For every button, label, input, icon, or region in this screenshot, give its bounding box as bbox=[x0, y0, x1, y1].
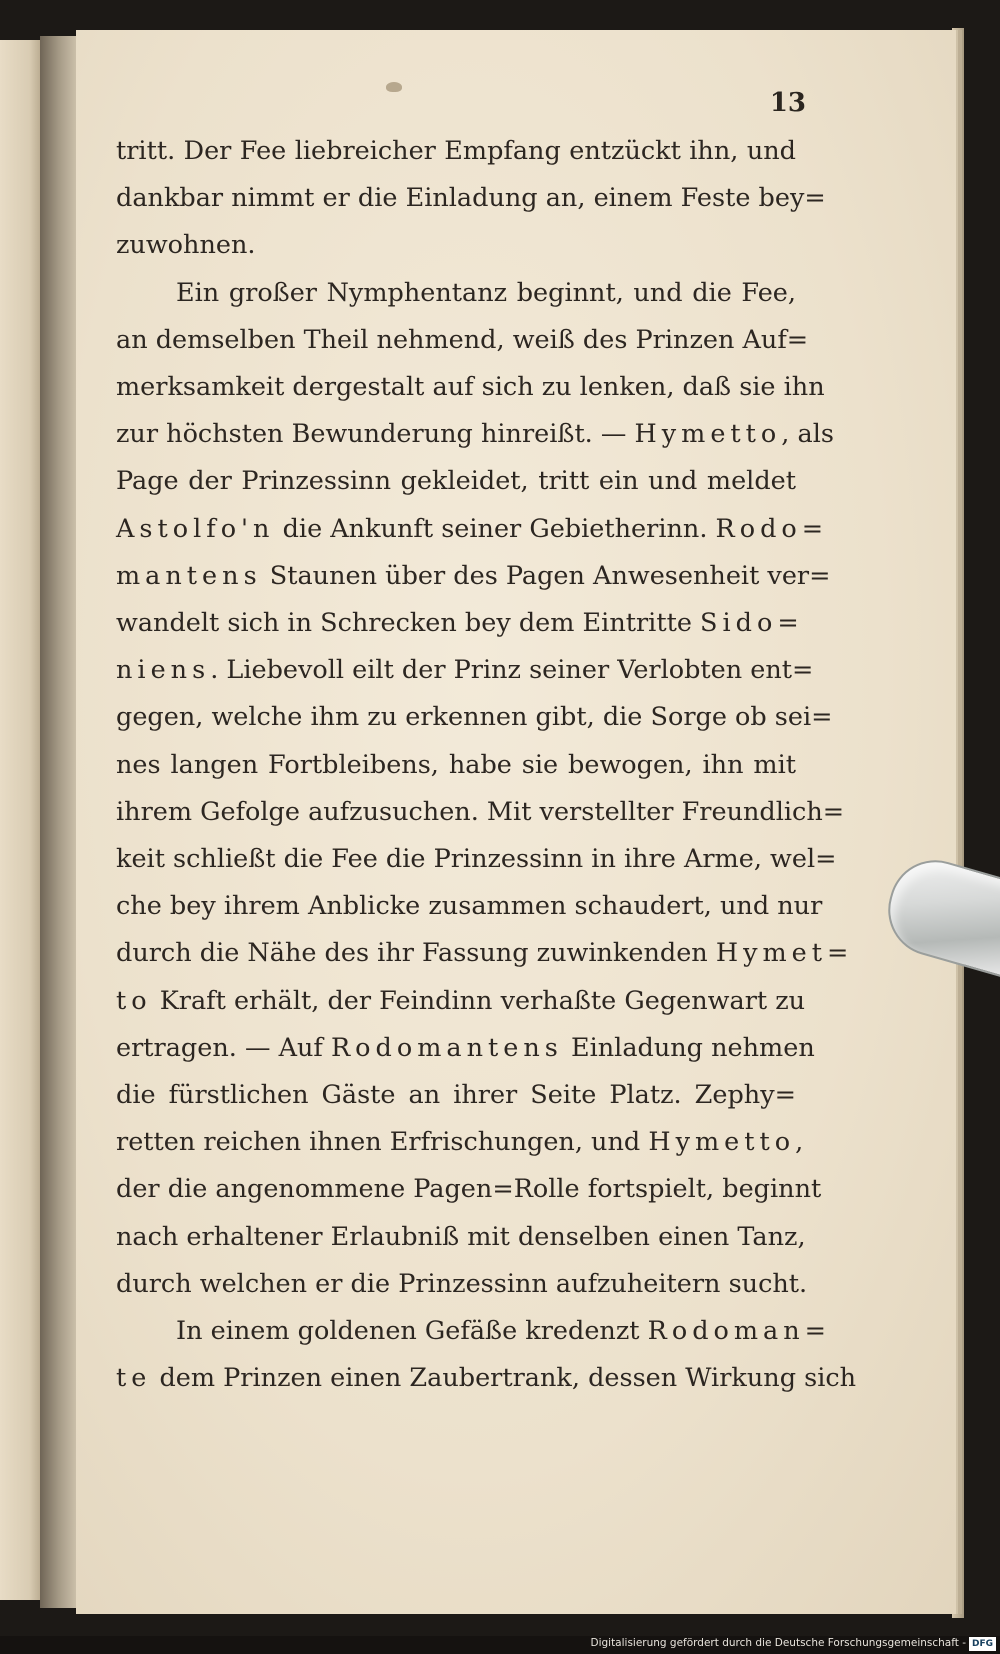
previous-page-edge bbox=[0, 40, 44, 1600]
text-line bbox=[116, 600, 804, 647]
text-line bbox=[116, 1119, 804, 1166]
text-line bbox=[116, 694, 833, 741]
spaced-name: Rodo= bbox=[715, 513, 829, 544]
text-segment: merksamkeit dergestalt auf sich zu lenken, daß sie ihn bbox=[116, 372, 825, 403]
text-line bbox=[116, 506, 829, 553]
ink-smudge bbox=[386, 82, 402, 92]
text-line bbox=[116, 175, 826, 222]
text-segment: Kraft erhält, der Feindinn verhaßte Gegenwart zu bbox=[151, 985, 806, 1016]
text-line bbox=[116, 1355, 857, 1402]
text-segment: keit schließt die Fee die Prinzessinn in ihre Arme, wel= bbox=[116, 844, 837, 875]
text-segment: Einladung nehmen bbox=[562, 1032, 815, 1063]
text-line bbox=[116, 222, 796, 269]
text-segment: zur höchsten Bewunderung hinreißt. — bbox=[116, 419, 635, 450]
text-segment: retten reichen ihnen Erfrischungen, und bbox=[116, 1127, 649, 1158]
text-segment: Ein großer Nymphentanz beginnt, und die Fee, bbox=[176, 277, 796, 308]
text-segment: die Ankunft seiner Gebietherinn. bbox=[274, 513, 716, 544]
text-line bbox=[116, 128, 796, 175]
text-line bbox=[116, 553, 831, 600]
text-line bbox=[116, 742, 796, 789]
text-line bbox=[116, 647, 814, 694]
funding-credit: Digitalisierung gefördert durch die Deutsche Forschungsgemeinschaft - bbox=[590, 1637, 966, 1649]
text-line bbox=[116, 1072, 796, 1119]
text-line bbox=[116, 1025, 815, 1072]
text-segment: In einem goldenen Gefäße kredenzt bbox=[176, 1316, 648, 1347]
text-segment: der die angenommene Pagen=Rolle fortspielt, beginnt bbox=[116, 1174, 822, 1205]
text-segment: nes langen Fortbleibens, habe sie bewogen, ihn mit bbox=[116, 749, 796, 780]
text-segment: Staunen über des Pagen Anwesenheit ver= bbox=[261, 560, 831, 591]
spaced-name: Hymet= bbox=[715, 938, 854, 969]
text-line bbox=[116, 270, 796, 317]
text-segment: , bbox=[795, 1127, 804, 1158]
text-line bbox=[116, 1261, 808, 1308]
text-line bbox=[116, 883, 823, 930]
text-line bbox=[116, 1308, 832, 1355]
page-number: 13 bbox=[769, 88, 806, 118]
body-text bbox=[116, 128, 857, 1402]
text-segment: dankbar nimmt er die Einladung an, einem Feste bey= bbox=[116, 183, 826, 214]
text-line bbox=[116, 978, 806, 1025]
text-segment: gegen, welche ihm zu erkennen gibt, die Sorge ob sei= bbox=[116, 702, 833, 733]
text-segment: durch die Nähe des ihr Fassung zuwinkenden bbox=[116, 938, 716, 969]
text-line bbox=[116, 317, 809, 364]
text-segment: ihrem Gefolge aufzusuchen. Mit verstellter Freundlich= bbox=[116, 796, 845, 827]
text-line bbox=[116, 1214, 806, 1261]
text-segment: nach erhaltener Erlaubniß mit denselben einen Tanz, bbox=[116, 1221, 806, 1252]
text-line bbox=[116, 411, 834, 458]
text-line bbox=[116, 836, 837, 883]
spaced-name: te bbox=[116, 1363, 152, 1394]
text-line bbox=[116, 364, 825, 411]
spaced-name: Sido= bbox=[700, 608, 804, 639]
text-segment: an demselben Theil nehmend, weiß des Prinzen Auf= bbox=[116, 324, 809, 355]
spaced-name: mantens bbox=[116, 560, 262, 591]
text-segment: durch welchen er die Prinzessinn aufzuheitern sucht. bbox=[116, 1268, 808, 1299]
spaced-name: Hymetto bbox=[648, 1127, 796, 1158]
spaced-name: niens bbox=[116, 655, 211, 686]
spaced-name: to bbox=[116, 985, 152, 1016]
text-segment: tritt. Der Fee liebreicher Empfang entzückt ihn, und bbox=[116, 136, 796, 166]
spaced-name: Astolfo'n bbox=[116, 513, 275, 544]
spaced-name: Rodomantens bbox=[330, 1032, 563, 1063]
text-line bbox=[116, 1166, 822, 1213]
spaced-name: Hymetto bbox=[634, 419, 782, 450]
spaced-name: Rodoman= bbox=[647, 1316, 832, 1347]
text-segment: dem Prinzen einen Zaubertrank, dessen Wirkung sich bbox=[151, 1363, 857, 1394]
text-segment: wandelt sich in Schrecken bey dem Eintritte bbox=[116, 608, 701, 639]
text-line bbox=[116, 930, 854, 977]
text-segment: ertragen. — Auf bbox=[116, 1032, 331, 1063]
text-segment: Page der Prinzessinn gekleidet, tritt ein und meldet bbox=[116, 466, 796, 497]
text-line bbox=[116, 789, 845, 836]
text-segment: zuwohnen. bbox=[116, 230, 256, 261]
text-segment: . Liebevoll eilt der Prinz seiner Verlobten ent= bbox=[210, 655, 814, 686]
text-line bbox=[116, 458, 796, 505]
text-segment: die fürstlichen Gäste an ihrer Seite Platz. Zephy= bbox=[116, 1080, 796, 1111]
text-segment: che bey ihrem Anblicke zusammen schaudert, und nur bbox=[116, 891, 823, 922]
text-segment: , als bbox=[781, 419, 834, 450]
dfg-logo: DFG bbox=[969, 1637, 996, 1651]
